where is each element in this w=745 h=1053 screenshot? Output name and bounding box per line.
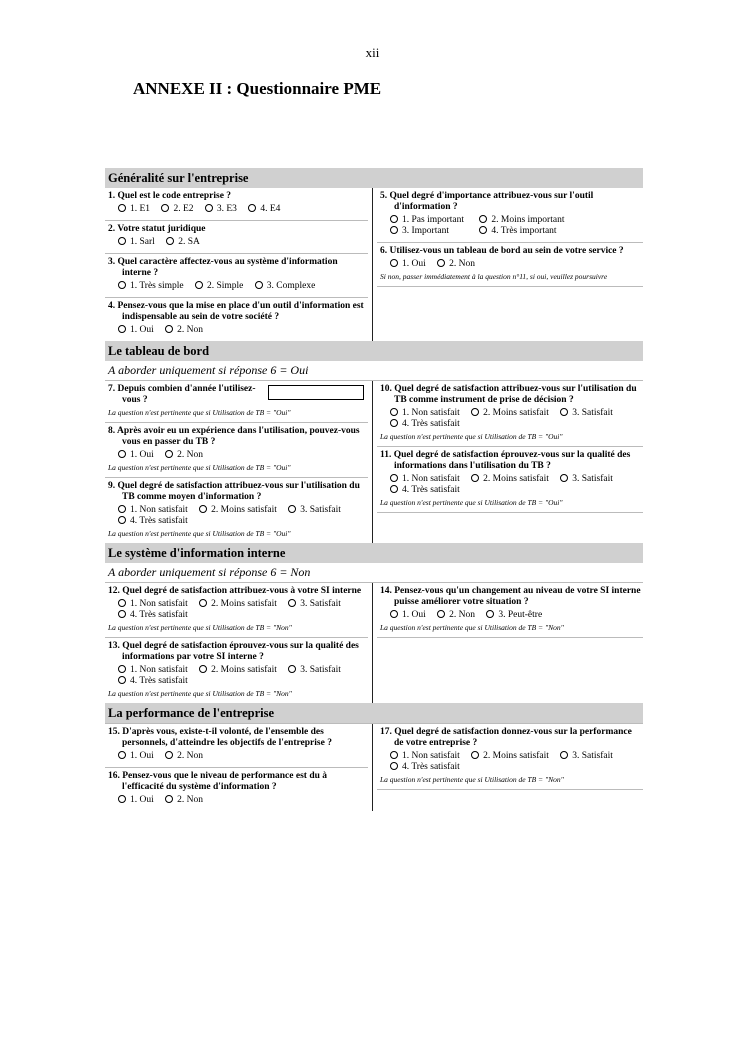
radio-circle-icon <box>390 751 398 759</box>
radio-circle-icon <box>390 259 398 267</box>
radio-option[interactable]: 2. Non <box>165 751 203 762</box>
radio-circle-icon <box>560 408 568 416</box>
radio-option[interactable]: 4. Très satisfait <box>118 610 188 621</box>
section-header-si-interne: Le système d'information interne <box>105 543 643 563</box>
radio-option[interactable]: 3. Satisfait <box>288 599 341 610</box>
radio-circle-icon <box>118 751 126 759</box>
section-header-generalite: Généralité sur l'entreprise <box>105 168 643 188</box>
question-15 <box>105 724 368 768</box>
radio-option[interactable]: 2. Moins satisfait <box>471 474 549 485</box>
radio-option[interactable]: 3. Important <box>390 226 468 237</box>
radio-circle-icon <box>118 516 126 524</box>
radio-circle-icon <box>118 204 126 212</box>
radio-option[interactable]: 3. Satisfait <box>288 665 341 676</box>
radio-option[interactable]: 2. Moins important <box>479 215 564 226</box>
radio-option[interactable]: 1. Non satisfait <box>118 599 188 610</box>
radio-option[interactable]: 1. Non satisfait <box>118 505 188 516</box>
question-note: La question n'est pertinente que si Utilisation de TB = "Non" <box>380 623 564 632</box>
radio-circle-icon <box>199 665 207 673</box>
radio-circle-icon <box>390 610 398 618</box>
question-note: La question n'est pertinente que si Utilisation de TB = "Non" <box>108 689 292 698</box>
radio-circle-icon <box>118 676 126 684</box>
radio-option[interactable]: 4. Très satisfait <box>390 419 460 430</box>
radio-option[interactable]: 4. Très satisfait <box>118 676 188 687</box>
radio-circle-icon <box>437 259 445 267</box>
question-text: 8. Après avoir eu un expérience dans l'utilisation, pouvez-vous vous en passer du TB ? <box>108 426 360 447</box>
section-condition: A aborder uniquement si réponse 6 = Non <box>105 563 643 583</box>
radio-option[interactable]: 1. Non satisfait <box>118 665 188 676</box>
radio-option[interactable]: 1. Pas important <box>390 215 468 226</box>
radio-circle-icon <box>390 408 398 416</box>
radio-circle-icon <box>479 215 487 223</box>
question-text: 14. Pensez-vous qu'un changement au niveau de votre SI interne puisse améliorer votre situation ? <box>380 586 641 607</box>
question-1 <box>105 188 368 221</box>
radio-circle-icon <box>288 665 296 673</box>
question-6 <box>377 243 643 287</box>
section-header-tableau-de-bord: Le tableau de bord <box>105 341 643 361</box>
radio-option[interactable]: 2. Moins satisfait <box>199 665 277 676</box>
radio-circle-icon <box>288 505 296 513</box>
radio-circle-icon <box>165 325 173 333</box>
radio-circle-icon <box>118 610 126 618</box>
radio-option[interactable]: 3. Satisfait <box>560 408 613 419</box>
radio-option[interactable]: 1. Oui <box>390 610 426 621</box>
page-number: xii <box>365 45 380 60</box>
radio-option[interactable]: 1. Non satisfait <box>390 474 460 485</box>
question-note: La question n'est pertinente que si Utilisation de TB = "Non" <box>380 775 564 784</box>
radio-circle-icon <box>118 795 126 803</box>
radio-option[interactable]: 1. Oui <box>390 259 426 270</box>
radio-option[interactable]: 4. Très satisfait <box>118 516 188 527</box>
radio-option[interactable]: 4. Très satisfait <box>390 762 460 773</box>
radio-option[interactable]: 2. Moins satisfait <box>471 751 549 762</box>
question-text: 7. Depuis combien d'année l'utilisez-vous ? <box>108 384 256 405</box>
question-4 <box>105 298 368 341</box>
questionnaire-form <box>105 168 643 811</box>
radio-circle-icon <box>118 599 126 607</box>
radio-circle-icon <box>166 237 174 245</box>
radio-option[interactable]: 3. Satisfait <box>560 474 613 485</box>
section-body-si-interne <box>105 583 643 703</box>
radio-option[interactable]: 2. Moins satisfait <box>199 599 277 610</box>
section-condition: A aborder uniquement si réponse 6 = Oui <box>105 361 643 381</box>
years-input[interactable] <box>268 385 364 400</box>
radio-option[interactable]: 1. Oui <box>118 450 154 461</box>
question-note: La question n'est pertinente que si Utilisation de TB = "Oui" <box>108 463 291 472</box>
question-note: La question n'est pertinente que si Utilisation de TB = "Oui" <box>108 529 291 538</box>
radio-option[interactable]: 4. Très satisfait <box>390 485 460 496</box>
radio-circle-icon <box>165 751 173 759</box>
radio-circle-icon <box>560 474 568 482</box>
radio-circle-icon <box>199 505 207 513</box>
radio-circle-icon <box>471 751 479 759</box>
question-text: 17. Quel degré de satisfaction donnez-vous sur la performance de votre entreprise ? <box>380 727 632 748</box>
radio-circle-icon <box>118 325 126 333</box>
question-text: 9. Quel degré de satisfaction attribuez-vous sur l'utilisation du TB comme moyen d'information ? <box>108 481 360 502</box>
radio-circle-icon <box>390 215 398 223</box>
radio-option[interactable]: 4. E4 <box>248 204 280 215</box>
radio-circle-icon <box>248 204 256 212</box>
section-body-performance <box>105 723 643 811</box>
question-17 <box>377 724 643 790</box>
question-text: 15. D'après vous, existe-t-il volonté, de l'ensemble des personnels, d'atteindre les objectifs de l'entreprise ? <box>108 727 332 748</box>
radio-circle-icon <box>390 485 398 493</box>
radio-circle-icon <box>118 665 126 673</box>
question-8 <box>105 423 368 478</box>
radio-option[interactable]: 2. Simple <box>195 281 243 292</box>
annex-title: ANNEXE II : Questionnaire PME <box>133 79 382 98</box>
radio-circle-icon <box>390 762 398 770</box>
radio-option[interactable]: 1. Sarl <box>118 237 155 248</box>
radio-circle-icon <box>390 419 398 427</box>
radio-option[interactable]: 2. Non <box>165 795 203 806</box>
question-2 <box>105 221 368 254</box>
section-header-performance: La performance de l'entreprise <box>105 703 643 723</box>
radio-circle-icon <box>195 281 203 289</box>
radio-circle-icon <box>437 610 445 618</box>
radio-circle-icon <box>199 599 207 607</box>
question-text: 11. Quel degré de satisfaction éprouvez-vous sur la qualité des informations dans l'utilisation du TB ? <box>380 450 631 471</box>
radio-circle-icon <box>486 610 494 618</box>
question-text: 10. Quel degré de satisfaction attribuez-vous sur l'utilisation du TB comme instrument de prise de décision ? <box>380 384 637 405</box>
radio-option[interactable]: 1. Non satisfait <box>390 751 460 762</box>
radio-option[interactable]: 2. Non <box>165 325 203 336</box>
radio-circle-icon <box>471 474 479 482</box>
radio-option[interactable]: 2. Non <box>437 610 475 621</box>
radio-circle-icon <box>560 751 568 759</box>
radio-option[interactable]: 2. SA <box>166 237 200 248</box>
question-12 <box>105 583 368 638</box>
question-note: La question n'est pertinente que si Utilisation de TB = "Oui" <box>108 408 291 417</box>
question-text: 4. Pensez-vous que la mise en place d'un outil d'information est indispensable au sein de votre société ? <box>108 301 364 322</box>
radio-circle-icon <box>118 505 126 513</box>
radio-circle-icon <box>205 204 213 212</box>
radio-circle-icon <box>118 237 126 245</box>
question-note: La question n'est pertinente que si Utilisation de TB = "Non" <box>108 623 292 632</box>
question-text: 12. Quel degré de satisfaction attribuez-vous à votre SI interne <box>108 586 362 596</box>
question-11 <box>377 447 643 513</box>
radio-circle-icon <box>118 281 126 289</box>
radio-option[interactable]: 3. Peut-être <box>486 610 542 621</box>
question-text: 3. Quel caractère affectez-vous au système d'information interne ? <box>108 257 338 278</box>
question-note: La question n'est pertinente que si Utilisation de TB = "Oui" <box>380 432 563 441</box>
question-7 <box>105 381 368 423</box>
radio-option[interactable]: 1. Très simple <box>118 281 184 292</box>
radio-option[interactable]: 3. Satisfait <box>288 505 341 516</box>
radio-option[interactable]: 3. Complexe <box>255 281 316 292</box>
radio-circle-icon <box>161 204 169 212</box>
question-note: Si non, passer immédiatement à la question n°11, si oui, veuillez poursuivre <box>380 272 608 281</box>
radio-option[interactable]: 1. Oui <box>118 325 154 336</box>
radio-option[interactable]: 1. Oui <box>118 795 154 806</box>
question-text: 13. Quel degré de satisfaction éprouvez-vous sur la qualité des informations par votre SI interne ? <box>108 641 359 662</box>
question-13 <box>105 638 368 703</box>
radio-option[interactable]: 2. Moins satisfait <box>471 408 549 419</box>
section-body-tableau-de-bord <box>105 381 643 543</box>
radio-circle-icon <box>390 226 398 234</box>
question-text: 5. Quel degré d'importance attribuez-vous sur l'outil d'information ? <box>380 191 594 212</box>
question-3 <box>105 254 368 298</box>
radio-option[interactable]: 2. Moins satisfait <box>199 505 277 516</box>
radio-option[interactable]: 2. Non <box>437 259 475 270</box>
question-text: 1. Quel est le code entreprise ? <box>108 191 232 201</box>
radio-circle-icon <box>165 450 173 458</box>
radio-option[interactable]: 1. Oui <box>118 751 154 762</box>
radio-circle-icon <box>255 281 263 289</box>
question-14 <box>377 583 643 638</box>
radio-circle-icon <box>479 226 487 234</box>
question-text: 2. Votre statut juridique <box>108 224 206 234</box>
radio-circle-icon <box>118 450 126 458</box>
radio-option[interactable]: 2. Non <box>165 450 203 461</box>
radio-option[interactable]: 3. E3 <box>205 204 237 215</box>
question-10 <box>377 381 643 447</box>
section-body-generalite <box>105 188 643 341</box>
radio-circle-icon <box>390 474 398 482</box>
question-text: 6. Utilisez-vous un tableau de bord au sein de votre service ? <box>380 246 624 256</box>
question-note: La question n'est pertinente que si Utilisation de TB = "Oui" <box>380 498 563 507</box>
radio-option[interactable]: 2. E2 <box>161 204 193 215</box>
question-text: 16. Pensez-vous que le niveau de performance est du à l'efficacité du système d'information ? <box>108 771 328 792</box>
radio-circle-icon <box>471 408 479 416</box>
radio-circle-icon <box>288 599 296 607</box>
radio-option[interactable]: 4. Très important <box>479 226 556 237</box>
radio-option[interactable]: 3. Satisfait <box>560 751 613 762</box>
radio-option[interactable]: 1. Non satisfait <box>390 408 460 419</box>
radio-option[interactable]: 1. E1 <box>118 204 150 215</box>
radio-circle-icon <box>165 795 173 803</box>
question-16 <box>105 768 368 811</box>
question-9 <box>105 478 368 543</box>
question-5 <box>377 188 643 243</box>
